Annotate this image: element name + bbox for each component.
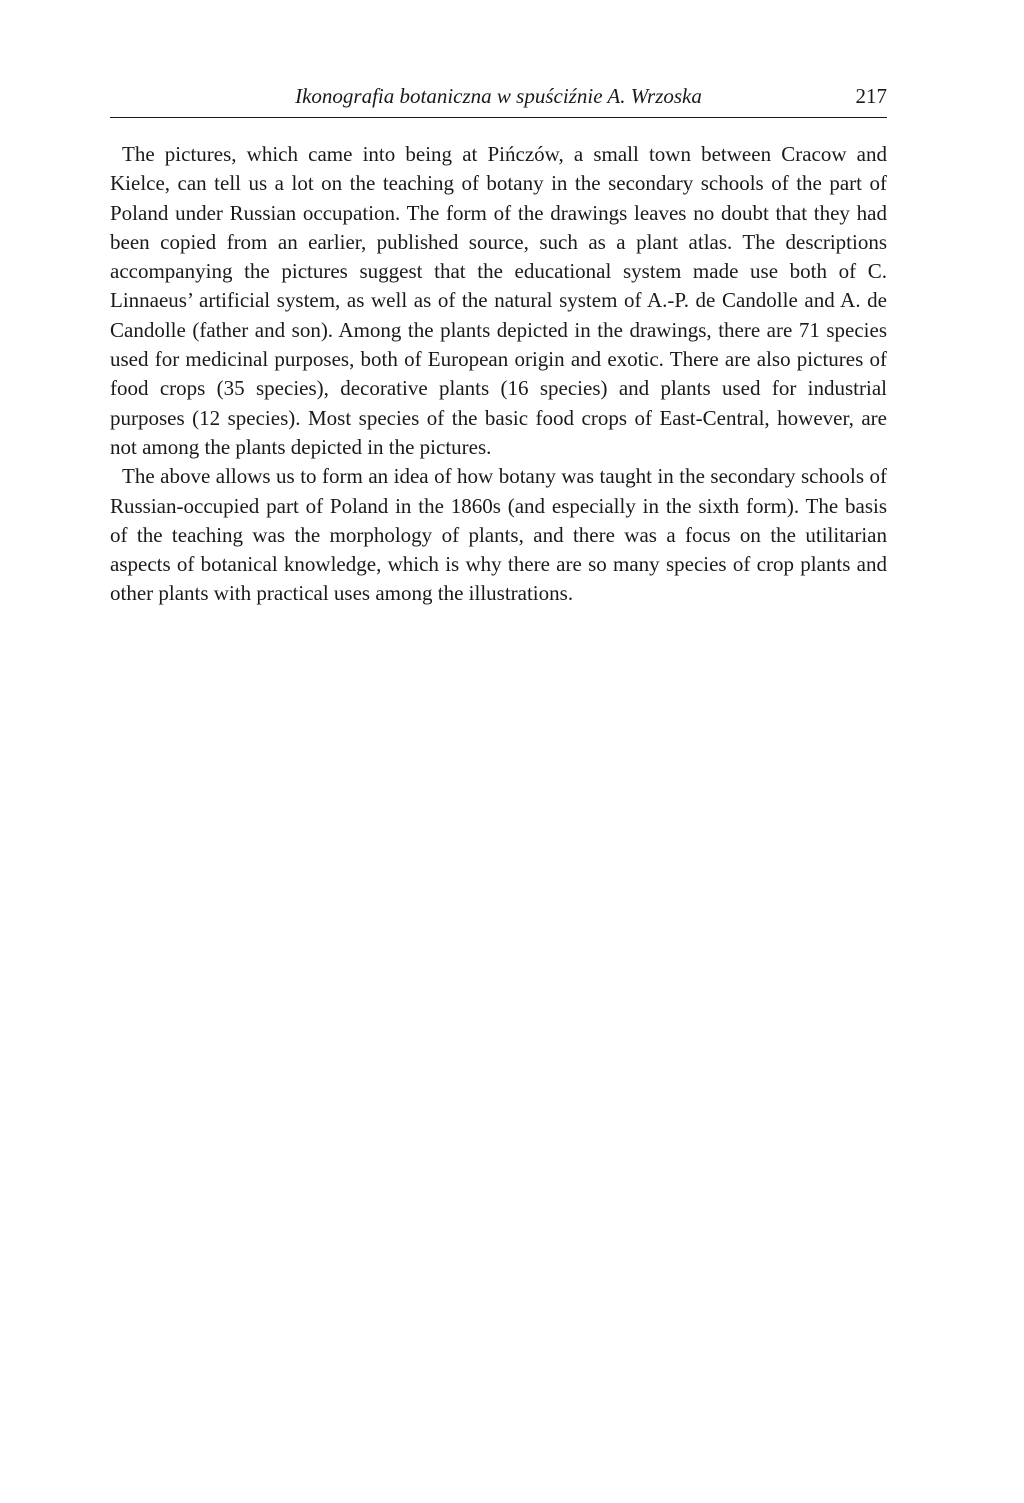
paragraph-1: The pictures, which came into being at Pińczów, a small town between Cracow and Kielce, can tell us a lot on the teaching of botany in the secondary schools of the part of Poland under Russian occupation. The form of the drawings leaves no doubt that they had been copied from an earlier, published source, such as a plant atlas. The descriptions accompanying the pictures suggest that the educational system made use both of C. Linnaeus’ artificial system, as well as of the natural system of A.-P. de Candolle and A. de Candolle (father and son). Among the plants depicted in the drawings, there are 71 species used for medicinal purposes, both of European origin and exotic. There are also pictures of food crops (35 species), decorative plants (16 species) and plants used for industrial purposes (12 species). Most species of the basic food crops of East-Central, however, are not among the plants depicted in the pictures.	[110, 142, 887, 459]
running-title: Ikonografia botaniczna w spuściźnie A. Wrzoska	[295, 84, 702, 108]
paragraph-2: The above allows us to form an idea of how botany was taught in the secondary schools of Russian-occupied part of Poland in the 1860s (and especially in the sixth form). The basis of the teaching was the morphology of plants, and there was a focus on the utilitarian aspects of botanical knowledge, which is why there are so many species of crop plants and other plants with practical uses among the illustrations.	[110, 464, 887, 606]
running-head	[110, 82, 887, 116]
page-number: 217	[855, 84, 887, 108]
header-rule	[110, 117, 887, 118]
body-text	[110, 140, 887, 609]
